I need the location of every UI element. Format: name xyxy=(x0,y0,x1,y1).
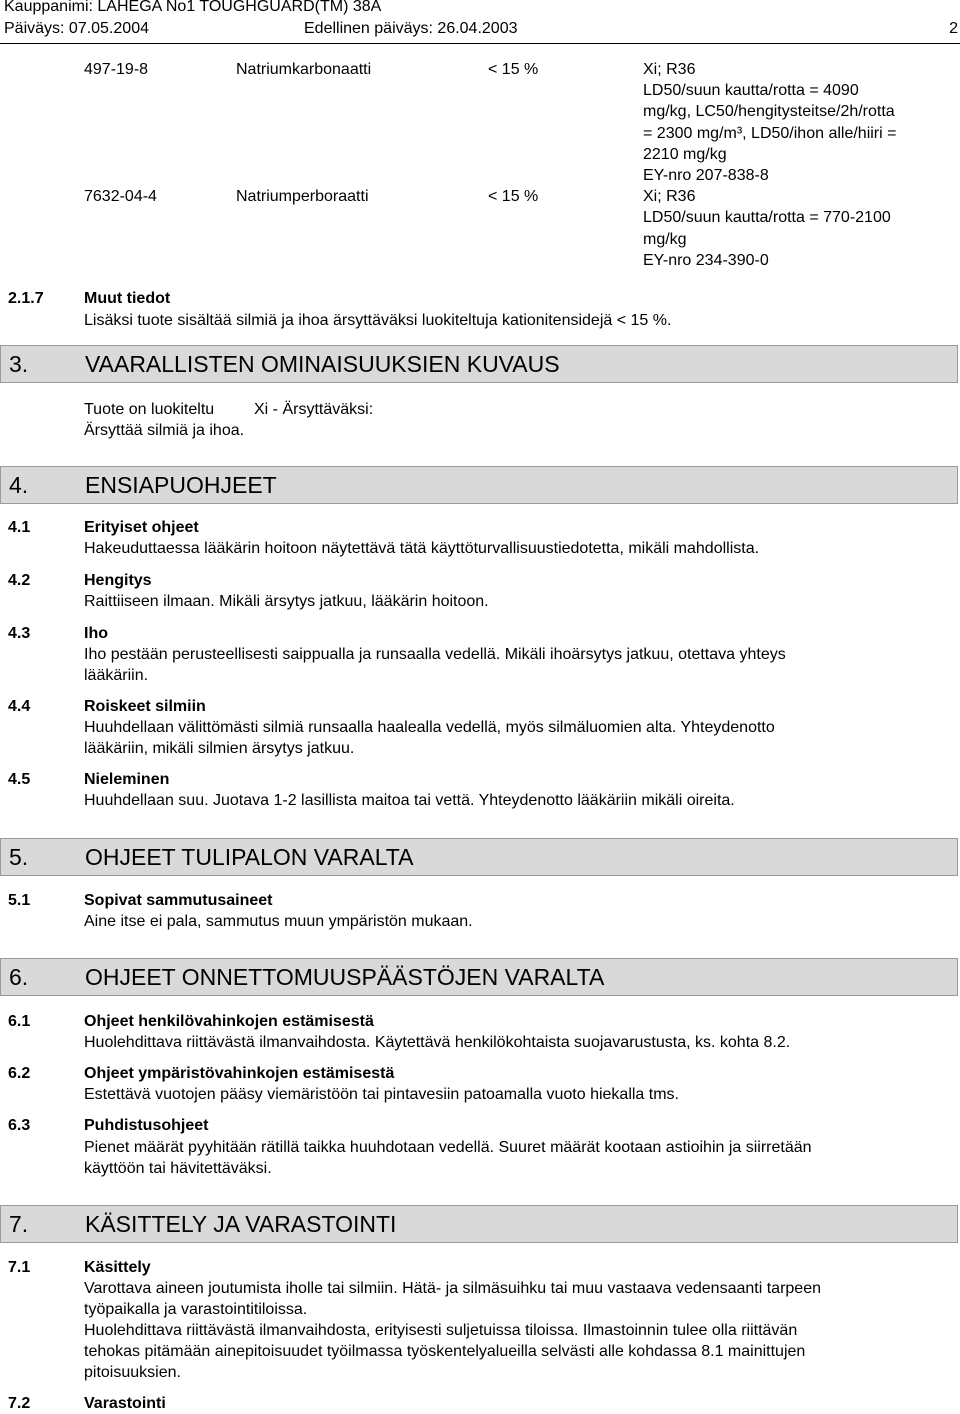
subsection-title: Puhdistusohjeet xyxy=(84,1117,209,1134)
section-number: 6. xyxy=(9,964,29,990)
subsection-text: lääkäriin, mikäli silmien ärsytys jatkuu. xyxy=(84,740,355,757)
classification-value: Xi - Ärsyttäväksi: xyxy=(254,401,374,418)
page-number: 2 xyxy=(949,20,958,37)
concentration: < 15 % xyxy=(488,188,539,205)
subsection-number: 4.2 xyxy=(8,572,31,589)
section-number: 4. xyxy=(9,472,29,498)
classification-label: Tuote on luokiteltu xyxy=(84,401,215,418)
info-line: mg/kg, LC50/hengitysteitse/2h/rotta xyxy=(643,103,895,120)
substance-name: Natriumkarbonaatti xyxy=(236,61,372,78)
subsection-number: 7.1 xyxy=(8,1259,31,1276)
product-name: Kauppanimi: LAHEGA No1 TOUGHGUARD(TM) 38A xyxy=(4,0,382,15)
section-header-7 xyxy=(0,1205,958,1243)
subsection-text: lääkäriin. xyxy=(84,667,149,684)
info-line: Xi; R36 xyxy=(643,188,696,205)
subsection-text: käyttöön tai hävitettäväksi. xyxy=(84,1160,272,1177)
subsection-text: Pienet määrät pyyhitään rätillä taikka huuhdotaan vedellä. Suuret määrät kootaan astioihin ja siirretään xyxy=(84,1139,812,1156)
subsection-number: 4.5 xyxy=(8,771,31,788)
subsection-title: Roiskeet silmiin xyxy=(84,698,206,715)
header-divider xyxy=(0,43,960,44)
info-line: mg/kg xyxy=(643,231,687,248)
subsection-text: tehokas pitämään ainepitoisuudet työilmassa työskentelyalueilla selvästi alle kohdassa 8.1 mainittujen xyxy=(84,1343,806,1360)
section-title: KÄSITTELY JA VARASTOINTI xyxy=(85,1211,397,1237)
concentration: < 15 % xyxy=(488,61,539,78)
date: Päiväys: 07.05.2004 xyxy=(4,20,149,37)
classification-effect: Ärsyttää silmiä ja ihoa. xyxy=(84,422,245,439)
subsection-number: 4.4 xyxy=(8,698,31,715)
section-header-6 xyxy=(0,958,958,996)
subsection-text: Raittiiseen ilmaan. Mikäli ärsytys jatkuu, lääkärin hoitoon. xyxy=(84,593,489,610)
subsection-title: Erityiset ohjeet xyxy=(84,519,199,536)
section-title: OHJEET TULIPALON VARALTA xyxy=(85,844,414,870)
info-line: 2210 mg/kg xyxy=(643,146,727,163)
cas-number: 7632-04-4 xyxy=(84,188,157,205)
section-number: 3. xyxy=(9,351,29,377)
substance-name: Natriumperboraatti xyxy=(236,188,369,205)
section-title: ENSIAPUOHJEET xyxy=(85,472,277,498)
section-number: 7. xyxy=(9,1211,29,1237)
cas-number: 497-19-8 xyxy=(84,61,149,78)
subsection-number: 6.2 xyxy=(8,1065,31,1082)
subsection-number: 2.1.7 xyxy=(8,290,44,307)
info-line: LD50/suun kautta/rotta = 770-2100 xyxy=(643,209,891,226)
subsection-number: 4.1 xyxy=(8,519,31,536)
subsection-title: Hengitys xyxy=(84,572,152,589)
subsection-title: Ohjeet ympäristövahinkojen estämisestä xyxy=(84,1065,395,1082)
section-title: VAARALLISTEN OMINAISUUKSIEN KUVAUS xyxy=(85,351,560,377)
section-header-4 xyxy=(0,466,958,504)
subsection-text: Lisäksi tuote sisältää silmiä ja ihoa ärsyttäväksi luokiteltuja kationitensidejä < 15 %. xyxy=(84,312,672,329)
subsection-title: Varastointi xyxy=(84,1395,166,1412)
section-header-5 xyxy=(0,838,958,876)
info-line: LD50/suun kautta/rotta = 4090 xyxy=(643,82,859,99)
section-number: 5. xyxy=(9,844,29,870)
subsection-title: Käsittely xyxy=(84,1259,151,1276)
section-title: OHJEET ONNETTOMUUSPÄÄSTÖJEN VARALTA xyxy=(85,964,605,990)
info-line: EY-nro 207-838-8 xyxy=(643,167,769,184)
subsection-text: Aine itse ei pala, sammutus muun ympäristön mukaan. xyxy=(84,913,473,930)
info-line: Xi; R36 xyxy=(643,61,696,78)
subsection-number: 6.1 xyxy=(8,1013,31,1030)
previous-date: Edellinen päiväys: 26.04.2003 xyxy=(304,20,518,37)
subsection-title: Iho xyxy=(84,625,108,642)
subsection-text: Huolehdittava riittävästä ilmanvaihdosta, erityisesti suljetuissa tiloissa. Ilmastoinnin tulee olla riittävän xyxy=(84,1322,798,1339)
subsection-title: Muut tiedot xyxy=(84,290,171,307)
subsection-text: Varottava aineen joutumista iholle tai silmiin. Hätä- ja silmäsuihku tai muu vastaava vedensaanti tarpeen xyxy=(84,1280,821,1297)
subsection-number: 7.2 xyxy=(8,1395,31,1412)
subsection-text: Estettävä vuotojen pääsy viemäristöön tai pintavesiin patoamalla vuoto hiekalla tms. xyxy=(84,1086,679,1103)
subsection-text: Huuhdellaan suu. Juotava 1-2 lasillista maitoa tai vettä. Yhteydenotto lääkäriin mikäli oireita. xyxy=(84,792,735,809)
subsection-number: 5.1 xyxy=(8,892,31,909)
subsection-text: Hakeuduttaessa lääkärin hoitoon näytettävä tätä käyttöturvallisuustiedotetta, mikäli mahdollista. xyxy=(84,540,760,557)
subsection-title: Ohjeet henkilövahinkojen estämisestä xyxy=(84,1013,374,1030)
subsection-number: 6.3 xyxy=(8,1117,31,1134)
subsection-number: 4.3 xyxy=(8,625,31,642)
section-header-3 xyxy=(0,345,958,383)
subsection-text: Huolehdittava riittävästä ilmanvaihdosta. Käytettävä henkilökohtaista suojavarustusta, ks. kohta 8.2. xyxy=(84,1034,791,1051)
info-line: EY-nro 234-390-0 xyxy=(643,252,769,269)
info-line: = 2300 mg/m³, LD50/ihon alle/hiiri = xyxy=(643,125,897,142)
subsection-title: Sopivat sammutusaineet xyxy=(84,892,273,909)
header-dates xyxy=(4,19,960,39)
subsection-text: Iho pestään perusteellisesti saippualla ja runsaalla vedellä. Mikäli ihoärsytys jatkuu, otettava yhteys xyxy=(84,646,786,663)
subsection-text: pitoisuuksien. xyxy=(84,1364,181,1381)
subsection-text: Huuhdellaan välittömästi silmiä runsaalla haalealla vedellä, myös silmäluomien alta. Yhteydenotto xyxy=(84,719,775,736)
subsection-title: Nieleminen xyxy=(84,771,170,788)
subsection-text: työpaikalla ja varastointitiloissa. xyxy=(84,1301,308,1318)
